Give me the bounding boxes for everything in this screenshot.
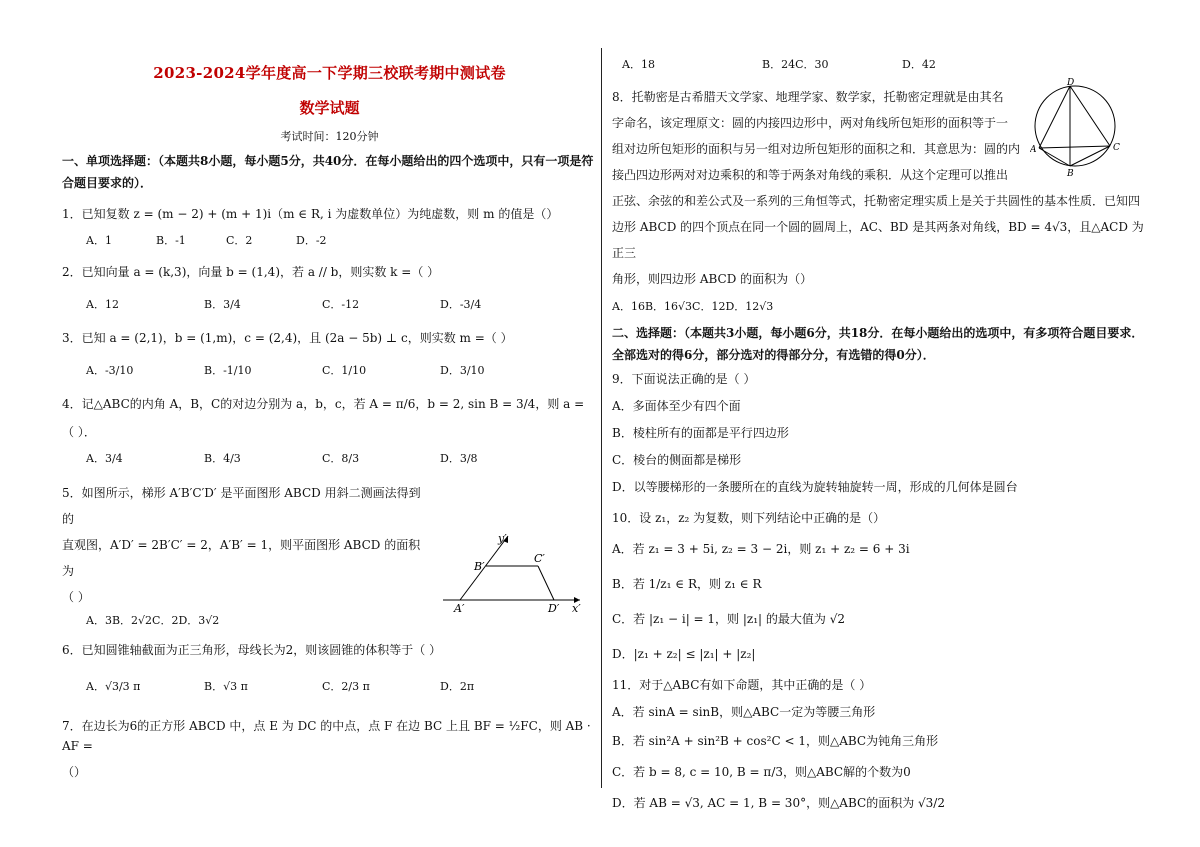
option: D．3/8 bbox=[440, 452, 478, 465]
column-divider bbox=[601, 48, 602, 788]
q9-option: C．棱台的侧面都是梯形 bbox=[612, 453, 742, 467]
option: A．√3/3 π bbox=[86, 680, 141, 693]
q8-line: 组对边所包矩形的面积与另一组对边所包矩形的面积之和．其意思为：圆的内 bbox=[612, 142, 1021, 156]
edge-da bbox=[1039, 86, 1070, 148]
edge-dc bbox=[1070, 86, 1110, 146]
label-d: D bbox=[1067, 78, 1075, 88]
option: D．2π bbox=[440, 680, 475, 693]
question-2: 2．已知向量 a = (k,3)，向量 b = (1,4)，若 a // b，则实数 k =（ ） bbox=[62, 265, 440, 279]
question-8-options: A．16B．16√3C．12D．12√3 bbox=[612, 300, 774, 313]
question-10: 10．设 z₁，z₂ 为复数，则下列结论中正确的是（） bbox=[612, 511, 886, 525]
option: A．-3/10 bbox=[86, 364, 134, 377]
q8-circle-figure bbox=[1030, 78, 1125, 178]
q8-line: 正弦、余弦的和差公式及一系列的三角恒等式，托勒密定理实质上是关于共圆性的基本性质．已知四 bbox=[612, 194, 1141, 208]
question-7-options bbox=[612, 56, 1152, 72]
option: C．8/3 bbox=[322, 452, 360, 465]
question-5-cont: 直观图，A′D′ = 2B′C′ = 2，A′B′ = 1，则平面图形 ABCD 的面积为 bbox=[62, 538, 421, 578]
question-7-paren: （） bbox=[62, 765, 87, 779]
q8-line: 接凸四边形两对对边乘积的和等于两条对角线的乘积．从这个定理可以推出 bbox=[612, 168, 1009, 182]
option: D．3/10 bbox=[440, 364, 485, 377]
q8-line: 角形，则四边形 ABCD 的面积为（） bbox=[612, 272, 813, 286]
question-5-options: A．3B．2√2C．2D．3√2 bbox=[86, 614, 220, 627]
option: D．42 bbox=[902, 58, 936, 71]
option: B．-1/10 bbox=[204, 364, 252, 377]
option: C．2/3 π bbox=[322, 680, 370, 693]
option: B．√3 π bbox=[204, 680, 248, 693]
q10-option: C．若 |z₁ − i| = 1，则 |z₁| 的最大值为 √2 bbox=[612, 612, 845, 626]
label-a: A′ bbox=[454, 602, 465, 615]
q10-option: D．|z₁ + z₂| ≤ |z₁| + |z₂| bbox=[612, 647, 756, 661]
question-5-paren: （ ） bbox=[62, 590, 90, 604]
label-d: D′ bbox=[548, 602, 560, 615]
exam-subtitle: 数学试题 bbox=[299, 99, 360, 117]
q8-line: 字命名，该定理原文：圆的内接四边形中，两对角线所包矩形的面积等于一 bbox=[612, 116, 1009, 130]
q9-option: A．多面体至少有四个面 bbox=[612, 399, 741, 413]
label-x-axis: x′ bbox=[572, 602, 581, 615]
edge-cd bbox=[538, 566, 554, 600]
section-1-heading: 一、单项选择题：（本题共8小题，每小题5分，共40分．在每小题给出的四个选项中，只有一项是符合题目要求的）． bbox=[62, 154, 594, 190]
q11-option: A．若 sinA = sinB，则△ABC一定为等腰三角形 bbox=[612, 705, 876, 719]
option: B．-1 bbox=[156, 234, 186, 247]
question-4: 4．记△ABC的内角 A，B，C的对边分别为 a，b，c，若 A = π/6，b = 2, sin B = 3/4，则 a = bbox=[62, 397, 585, 411]
q11-option: D．若 AB = √3, AC = 1, B = 30°，则△ABC的面积为 √3/2 bbox=[612, 796, 945, 810]
question-5: 5．如图所示，梯形 A′B′C′D′ 是平面图形 ABCD 用斜二测画法得到的 bbox=[62, 486, 421, 526]
q5-trapezoid-figure bbox=[438, 528, 588, 618]
question-9: 9．下面说法正确的是（ ） bbox=[612, 372, 756, 386]
option: A．1 bbox=[86, 234, 112, 247]
circumcircle bbox=[1035, 86, 1115, 166]
option: B．24C．30 bbox=[762, 58, 829, 71]
q8-line: 边形 ABCD 的四个顶点在同一个圆的圆周上，AC、BD 是其两条对角线，BD = 4√3，且△ACD 为正三 bbox=[612, 220, 1144, 260]
option: A．12 bbox=[86, 298, 119, 311]
option: C．1/10 bbox=[322, 364, 367, 377]
option: A．18 bbox=[622, 58, 655, 71]
diagonal-ac bbox=[1039, 146, 1110, 148]
question-6: 6．已知圆锥轴截面为正三角形，母线长为2，则该圆锥的体积等于（ ） bbox=[62, 643, 442, 657]
option: D．-2 bbox=[296, 234, 327, 247]
option: B．3/4 bbox=[204, 298, 241, 311]
label-y-axis: y′ bbox=[498, 532, 507, 545]
edge-ab bbox=[1039, 148, 1070, 166]
question-5-block bbox=[62, 480, 432, 628]
q9-option: D．以等腰梯形的一条腰所在的直线为旋转轴旋转一周，形成的几何体是圆台 bbox=[612, 480, 1018, 494]
question-7: 7．在边长为6的正方形 ABCD 中，点 E 为 DC 的中点，点 F 在边 BC 上且 BF = ½FC，则 AB · AF = bbox=[62, 719, 591, 753]
section-2-heading: 二、选择题：（本题共3小题，每小题6分，共18分．在每小题给出的选项中，有多项符合题目要求．全部选对的得6分，部分选对的得部分分，有选错的得0分）． bbox=[612, 326, 1144, 362]
question-1-options bbox=[62, 232, 597, 248]
label-a: A bbox=[1030, 145, 1037, 155]
q9-option: B．棱柱所有的面都是平行四边形 bbox=[612, 426, 789, 440]
label-c: C bbox=[1113, 143, 1120, 153]
exam-time: 考试时间：120分钟 bbox=[280, 130, 379, 143]
option: C．-12 bbox=[322, 298, 360, 311]
q10-option: A．若 z₁ = 3 + 5i, z₂ = 3 − 2i，则 z₁ + z₂ = 6 + 3i bbox=[612, 542, 910, 556]
q11-option: B．若 sin²A + sin²B + cos²C < 1，则△ABC为钝角三角形 bbox=[612, 734, 939, 748]
q8-line: 8．托勒密是古希腊天文学家、地理学家、数学家，托勒密定理就是由其名 bbox=[612, 90, 1004, 104]
question-4-paren: （ ）． bbox=[62, 425, 96, 439]
question-6-options bbox=[62, 678, 597, 694]
label-c: C′ bbox=[534, 552, 545, 565]
question-1: 1．已知复数 z = (m − 2) + (m + 1)i（m ∈ R, i 为虚数单位）为纯虚数，则 m 的值是（） bbox=[62, 207, 559, 221]
question-4-options bbox=[62, 450, 597, 466]
q10-option: B．若 1/z₁ ∈ R，则 z₁ ∈ R bbox=[612, 577, 762, 591]
left-column bbox=[62, 52, 597, 782]
label-b: B′ bbox=[474, 560, 485, 573]
option: C．2 bbox=[226, 234, 253, 247]
option: A．3/4 bbox=[86, 452, 123, 465]
question-11: 11．对于△ABC有如下命题，其中正确的是（ ） bbox=[612, 678, 872, 692]
exam-title: 2023-2024学年度高一下学期三校联考期中测试卷 bbox=[153, 64, 506, 82]
label-b: B bbox=[1067, 169, 1074, 178]
option: D．-3/4 bbox=[440, 298, 482, 311]
q11-option: C．若 b = 8, c = 10, B = π/3，则△ABC解的个数为0 bbox=[612, 765, 911, 779]
question-2-options bbox=[62, 296, 597, 312]
option: B．4/3 bbox=[204, 452, 241, 465]
question-3-options bbox=[62, 362, 597, 378]
question-3: 3．已知 a = (2,1)，b = (1,m)，c = (2,4)，且 (2a − 5b) ⊥ c，则实数 m =（ ） bbox=[62, 331, 513, 345]
